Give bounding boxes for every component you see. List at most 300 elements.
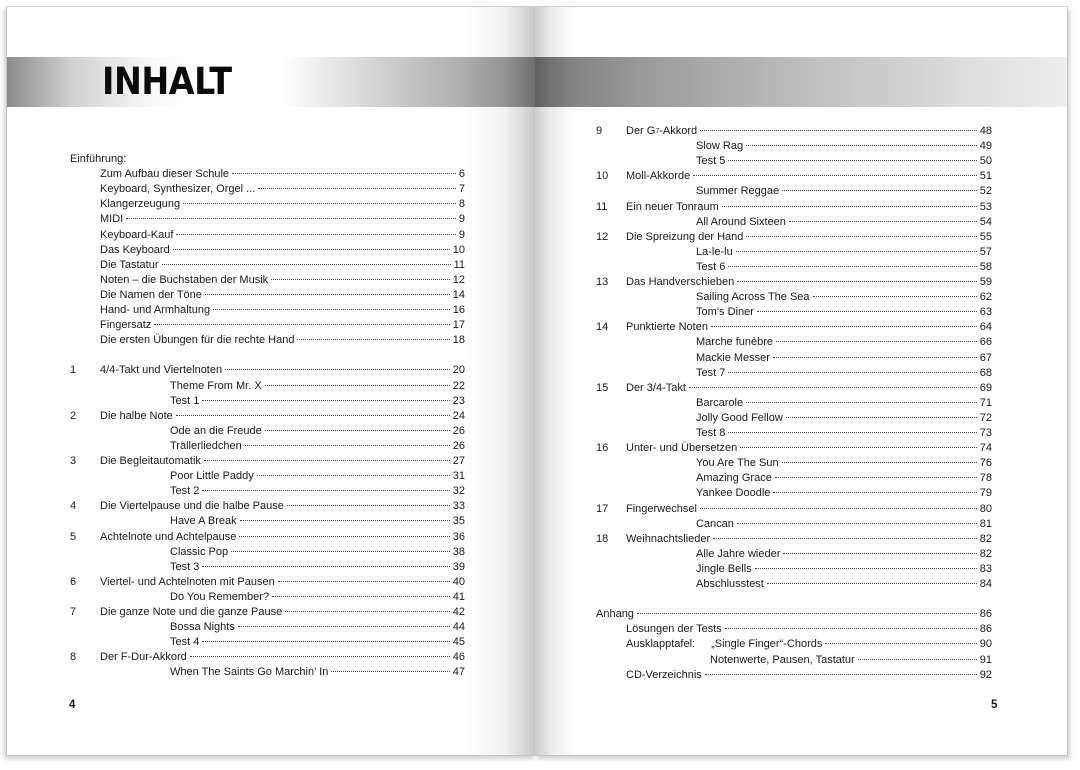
dot-leader <box>176 415 450 416</box>
page-ref: 44 <box>452 621 465 634</box>
entry-title: Die halbe Note <box>100 409 173 422</box>
toc-chapter <box>70 409 465 424</box>
page-ref: 9 <box>458 213 465 226</box>
page-ref: 42 <box>452 606 465 618</box>
page-ref: 64 <box>979 321 992 334</box>
entry-title: Die Namen der Töne <box>100 288 202 301</box>
entry-title: Have A Break <box>170 515 237 528</box>
page-ref: 49 <box>979 140 992 153</box>
toc-chapter <box>70 454 465 469</box>
dot-leader <box>736 251 977 252</box>
dot-leader <box>271 279 450 280</box>
toc-subentry <box>696 517 992 532</box>
entry-title: Test 1 <box>170 394 200 407</box>
entry-title: Test 6 <box>696 260 726 273</box>
right-page <box>535 6 1068 756</box>
toc-subentry <box>170 469 465 484</box>
entry-title: Die ersten Übungen für die rechte Hand <box>100 334 295 347</box>
dot-leader <box>231 551 450 552</box>
toc-subentry <box>696 366 992 381</box>
entry-title: Hand- und Armhaltung <box>100 304 211 316</box>
toc-subentry <box>696 139 992 154</box>
dot-leader <box>728 372 976 373</box>
entry-title: Test 2 <box>170 485 200 498</box>
dot-leader <box>257 475 450 476</box>
page-ref: 57 <box>979 245 992 258</box>
entry-title: Moll-Akkorde <box>626 170 691 183</box>
entry-title: Test 3 <box>170 560 200 573</box>
page-ref: 41 <box>452 590 465 603</box>
page-ref: 50 <box>979 155 992 168</box>
entry-title: Zum Aufbau dieser Schule <box>100 168 230 181</box>
toc-subentry <box>696 305 992 320</box>
page-ref: 78 <box>979 472 992 485</box>
dot-leader <box>737 281 977 282</box>
toc-subentry <box>170 620 465 635</box>
dot-leader <box>711 326 977 327</box>
entry-title: MIDI <box>100 213 124 226</box>
dot-leader <box>786 417 977 418</box>
entry-title: Jingle Bells <box>696 562 752 575</box>
chapter-number: 13 <box>596 276 609 288</box>
appendix-subentry <box>626 622 992 637</box>
page-ref: 11 <box>453 258 465 271</box>
dot-leader <box>204 460 450 461</box>
toc-subentry <box>170 484 465 499</box>
dot-leader <box>272 596 450 597</box>
entry-title: Test 4 <box>170 636 200 649</box>
page-ref: 76 <box>979 457 992 470</box>
dot-leader <box>775 477 977 478</box>
toc-subentry <box>170 665 465 680</box>
toc-chapter <box>70 499 465 514</box>
dot-leader <box>637 613 977 614</box>
entry-title: Do You Remember? <box>170 590 270 603</box>
toc-subentry <box>696 245 992 260</box>
dot-leader <box>239 536 449 537</box>
dot-leader <box>154 324 449 325</box>
toc-chapter <box>596 532 992 547</box>
page-ref: 66 <box>979 336 992 349</box>
entry-title: Achtelnote und Achtelpause <box>100 530 237 543</box>
toc-entry <box>100 212 465 227</box>
page-ref: 6 <box>458 168 465 181</box>
entry-title: Unter- und Übersetzen <box>626 442 738 455</box>
page-ref: 17 <box>452 319 465 332</box>
dot-leader <box>689 387 977 388</box>
dot-leader <box>258 188 456 189</box>
toc-subentry <box>170 439 465 454</box>
entry-title: Klangerzeugung <box>100 198 181 211</box>
entry-title: 4/4-Takt und Viertelnoten <box>100 364 223 377</box>
dot-leader <box>297 339 449 340</box>
dot-leader <box>773 492 976 493</box>
toc-subentry <box>170 560 465 575</box>
dot-leader <box>278 581 450 582</box>
page-ref: 55 <box>979 230 992 243</box>
chapter-number: 9 <box>596 125 603 137</box>
page-ref: 48 <box>979 125 992 137</box>
page-ref: 35 <box>452 515 465 528</box>
page-ref: 24 <box>452 409 465 422</box>
entry-title: Weihnachtslieder <box>626 532 711 545</box>
toc-subentry <box>696 154 992 169</box>
toc-chapter <box>596 275 992 290</box>
dot-leader <box>728 160 976 161</box>
chapter-number: 3 <box>70 455 77 467</box>
entry-title: CD-Verzeichnis <box>626 668 702 681</box>
entry-title: When The Saints Go Marchin’ In <box>170 666 329 679</box>
toc-subentry <box>696 486 992 501</box>
chapter-number: 4 <box>70 500 77 513</box>
toc-subentry <box>170 635 465 650</box>
toc-subentry <box>696 456 992 471</box>
left-page <box>6 6 536 756</box>
appendix-subentry <box>626 637 992 652</box>
chapter-number: 8 <box>70 651 77 664</box>
page-ref: 53 <box>979 200 992 213</box>
toc-chapter <box>596 230 992 245</box>
entry-title: Keyboard-Kauf <box>100 228 174 241</box>
page-ref: 80 <box>979 502 992 515</box>
entry-title: Fingersatz <box>100 319 152 332</box>
entry-title: Sailing Across The Sea <box>696 291 810 304</box>
dot-leader <box>776 341 977 342</box>
toc-entry <box>100 167 465 182</box>
toc-subentry <box>696 184 992 199</box>
entry-title: Theme From Mr. X <box>170 379 262 392</box>
dot-leader <box>126 218 456 219</box>
chapter-number: 1 <box>70 364 77 377</box>
dot-leader <box>782 462 977 463</box>
dot-leader <box>740 447 976 448</box>
page-ref: 62 <box>979 291 992 304</box>
toc-entry <box>100 243 465 258</box>
dot-leader <box>202 490 449 491</box>
page-ref: 32 <box>452 485 465 498</box>
toc-chapter <box>70 650 465 665</box>
toc-entry <box>100 318 465 333</box>
toc-subentry <box>170 545 465 560</box>
dot-leader <box>287 505 450 506</box>
toc-subentry <box>170 394 465 409</box>
entry-title: Noten – die Buchstaben der Musik <box>100 273 269 286</box>
entry-title: Das Keyboard <box>100 243 170 256</box>
toc-entry <box>100 273 465 288</box>
entry-title: Amazing Grace <box>696 472 772 485</box>
dot-leader <box>205 294 450 295</box>
chapter-number: 12 <box>596 230 609 243</box>
entry-title: Lösungen der Tests <box>626 623 722 636</box>
page-ref: 86 <box>979 623 992 636</box>
dot-leader <box>190 656 450 657</box>
header-band <box>535 57 1067 107</box>
chapter-number: 17 <box>596 502 609 515</box>
entry-title: Notenwerte, Pausen, Tastatur <box>710 653 855 666</box>
page-ref: 16 <box>452 304 465 316</box>
entry-title: Mackie Messer <box>696 351 770 364</box>
page-ref: 74 <box>979 442 992 455</box>
toc-subentry <box>170 424 465 439</box>
dot-leader <box>825 643 976 644</box>
page-ref: 36 <box>452 530 465 543</box>
dot-leader <box>183 203 456 204</box>
dot-leader <box>232 173 456 174</box>
entry-title: Slow Rag <box>696 140 744 153</box>
entry-title: Marche funèbre <box>696 336 774 349</box>
dot-leader <box>245 445 450 446</box>
page-ref: 8 <box>458 198 465 211</box>
toc-entry <box>100 333 465 348</box>
dot-leader <box>789 221 977 222</box>
page-ref: 86 <box>979 608 992 621</box>
toc-subentry <box>696 215 992 230</box>
dot-leader <box>813 296 977 297</box>
appendix-subentry <box>626 668 992 683</box>
page-ref: 52 <box>979 185 992 198</box>
toc-chapter: 9 Der G $^7$ -Akkord 48 <box>596 125 992 137</box>
toc-subentry <box>696 547 992 562</box>
page-ref: 83 <box>979 562 992 575</box>
dot-leader <box>755 568 977 569</box>
dot-leader <box>746 236 976 237</box>
page-ref: 14 <box>452 288 465 301</box>
toc-subentry <box>696 335 992 350</box>
page-ref: 81 <box>979 517 992 530</box>
entry-title: La-le-lu <box>696 245 733 258</box>
chapter-number: 5 <box>70 530 77 543</box>
toc-subentry <box>696 260 992 275</box>
toc-subentry <box>696 471 992 486</box>
dot-leader <box>176 234 455 235</box>
gutter-shadow-left <box>466 7 536 755</box>
entry-title: Test 5 <box>696 155 726 168</box>
page-ref: 45 <box>452 636 465 649</box>
entry-title: All Around Sixteen <box>696 215 786 228</box>
toc-chapter <box>70 530 465 545</box>
entry-title: Barcarole <box>696 396 744 409</box>
entry-title: Classic Pop <box>170 545 229 558</box>
toc-subentry <box>696 577 992 592</box>
toc-chapter <box>596 320 992 335</box>
page-ref: 82 <box>979 547 992 560</box>
entry-title: „Single Finger“-Chords <box>711 638 823 651</box>
page-ref: 58 <box>979 260 992 273</box>
entry-title: Die Spreizung der Hand <box>626 230 744 243</box>
entry-title: Summer Reggae <box>696 185 780 198</box>
page-ref: 90 <box>979 638 992 651</box>
page-ref: 7 <box>458 183 465 196</box>
dot-leader <box>285 611 450 612</box>
entry-title: Die ganze Note und die ganze Pause <box>100 606 283 618</box>
page-ref: 10 <box>452 243 465 256</box>
toc-entry <box>100 258 465 273</box>
toc-subentry <box>170 379 465 394</box>
dot-leader <box>782 190 977 191</box>
toc-chapter <box>596 169 992 184</box>
appendix-entry <box>596 607 992 622</box>
dot-leader <box>722 206 977 207</box>
page-title: INHALT <box>102 60 232 103</box>
dot-leader <box>746 402 977 403</box>
chapter-number: 7 <box>70 606 77 618</box>
toc-subentry <box>696 351 992 366</box>
dot-leader <box>225 369 450 370</box>
dot-leader <box>265 430 450 431</box>
page-number-right: 5 <box>991 699 998 711</box>
entry-title: Der F-Dur-Akkord <box>100 651 187 664</box>
chapter-number: 2 <box>70 409 77 422</box>
entry-title: Test 7 <box>696 366 726 379</box>
page-ref: 68 <box>979 366 992 379</box>
page-ref: 69 <box>979 381 992 394</box>
dot-leader <box>331 671 449 672</box>
entry-title: Die Tastatur <box>100 258 159 271</box>
dot-leader <box>265 385 450 386</box>
entry-title: Tom’s Diner <box>696 306 754 319</box>
entry-title: Jolly Good Fellow <box>696 411 783 424</box>
entry-title: Viertel- und Achtelnoten mit Pausen <box>100 575 275 588</box>
entry-title: Die Begleitautomatik <box>100 455 201 467</box>
entry-title: Die Viertelpause und die halbe Pause <box>100 500 284 513</box>
dot-leader <box>728 432 976 433</box>
entry-title: Ein neuer Tonraum <box>626 200 719 213</box>
page-ref: 26 <box>452 424 465 437</box>
page-ref: 39 <box>452 560 465 573</box>
toc-subentry <box>696 396 992 411</box>
chapter-number: 6 <box>70 575 77 588</box>
toc-entry <box>100 228 465 243</box>
entry-title: Bossa Nights <box>170 621 235 634</box>
toc-chapter <box>596 200 992 215</box>
chapter-number: 14 <box>596 321 609 334</box>
entry-title: Der G <box>626 125 656 137</box>
page-ref: 67 <box>979 351 992 364</box>
gutter-shadow-right <box>535 7 575 755</box>
header-band <box>7 57 536 107</box>
entry-title: Der 3/4-Takt <box>626 381 686 394</box>
entry-title: Fingerwechsel <box>626 502 697 515</box>
entry-title: Trällerliedchen <box>170 439 242 452</box>
entry-title: You Are The Sun <box>696 457 779 470</box>
entry-title: Abschlusstest <box>696 578 764 590</box>
page-ref: 91 <box>979 653 992 666</box>
page-ref: 31 <box>452 470 465 483</box>
page-ref: 27 <box>452 455 465 467</box>
dot-leader <box>705 674 977 675</box>
page-ref: 59 <box>979 276 992 288</box>
page-ref: 23 <box>452 394 465 407</box>
page-ref: 71 <box>979 396 992 409</box>
toc-chapter <box>596 381 992 396</box>
dot-leader <box>213 309 450 310</box>
dot-leader <box>202 641 449 642</box>
toc-subentry <box>696 290 992 305</box>
entry-title: Alle Jahre wieder <box>696 547 781 560</box>
page-ref: 79 <box>979 487 992 500</box>
page-number-left: 4 <box>69 699 76 711</box>
page-ref: 18 <box>452 334 465 347</box>
entry-title-suffix: -Akkord <box>659 125 698 137</box>
toc-chapter <box>70 605 465 620</box>
page-ref: 73 <box>979 427 992 439</box>
page-ref: 47 <box>452 666 465 679</box>
toc-entry <box>100 197 465 212</box>
page-ref: 12 <box>452 273 465 286</box>
toc-chapter <box>596 502 992 517</box>
dot-leader <box>783 553 976 554</box>
toc-entry <box>100 303 465 318</box>
dot-leader <box>773 357 977 358</box>
entry-title: Yankee Doodle <box>696 487 771 500</box>
page-ref: 82 <box>979 532 992 545</box>
toc-subentry <box>170 514 465 529</box>
entry-title: Poor Little Paddy <box>170 470 254 483</box>
dot-leader <box>173 249 450 250</box>
toc-subentry <box>696 426 992 441</box>
dot-leader <box>767 583 977 584</box>
toc-subentry <box>696 411 992 426</box>
dot-leader <box>737 523 977 524</box>
page-ref: 38 <box>452 545 465 558</box>
entry-title: Anhang <box>596 608 634 621</box>
entry-title: Ode an die Freude <box>170 424 262 437</box>
entry-title: Punktierte Noten <box>626 321 708 334</box>
dot-leader <box>162 264 451 265</box>
toc-entry <box>100 182 465 197</box>
dot-leader <box>713 538 977 539</box>
toc-chapter <box>596 441 992 456</box>
page-ref: 40 <box>452 575 465 588</box>
appendix-subentry <box>710 653 992 668</box>
entry-title: Keyboard, Synthesizer, Orgel ... <box>100 183 256 196</box>
page-ref: 63 <box>979 306 992 319</box>
dot-leader <box>728 266 976 267</box>
dot-leader <box>725 628 977 629</box>
page-ref: 20 <box>452 364 465 377</box>
page-ref: 26 <box>452 439 465 452</box>
dot-leader <box>202 400 449 401</box>
toc-chapter <box>70 575 465 590</box>
dot-leader <box>700 508 977 509</box>
page-ref: 92 <box>979 668 992 681</box>
entry-title: Test 8 <box>696 427 726 439</box>
entry-prefix: Ausklapptafel: <box>626 638 696 651</box>
entry-title: Das Handverschieben <box>626 276 735 288</box>
page-ref: 33 <box>452 500 465 513</box>
toc-entry <box>100 288 465 303</box>
page-ref: 84 <box>979 578 992 590</box>
toc-chapter <box>70 363 465 378</box>
dot-leader <box>238 626 450 627</box>
entry-title: Cancan <box>696 517 734 530</box>
chapter-number: 16 <box>596 442 609 455</box>
page-ref: 46 <box>452 651 465 664</box>
page-ref: 9 <box>458 228 465 241</box>
dot-leader <box>700 130 977 131</box>
dot-leader <box>757 311 977 312</box>
page-ref: 54 <box>979 215 992 228</box>
dot-leader <box>693 175 977 176</box>
intro-label: Einführung: <box>70 153 127 165</box>
page-ref: 72 <box>979 411 992 424</box>
dot-leader <box>240 520 450 521</box>
dot-leader <box>746 145 977 146</box>
toc-subentry <box>170 590 465 605</box>
dot-leader <box>202 566 449 567</box>
chapter-number: 15 <box>596 381 609 394</box>
page-ref: 22 <box>452 379 465 392</box>
